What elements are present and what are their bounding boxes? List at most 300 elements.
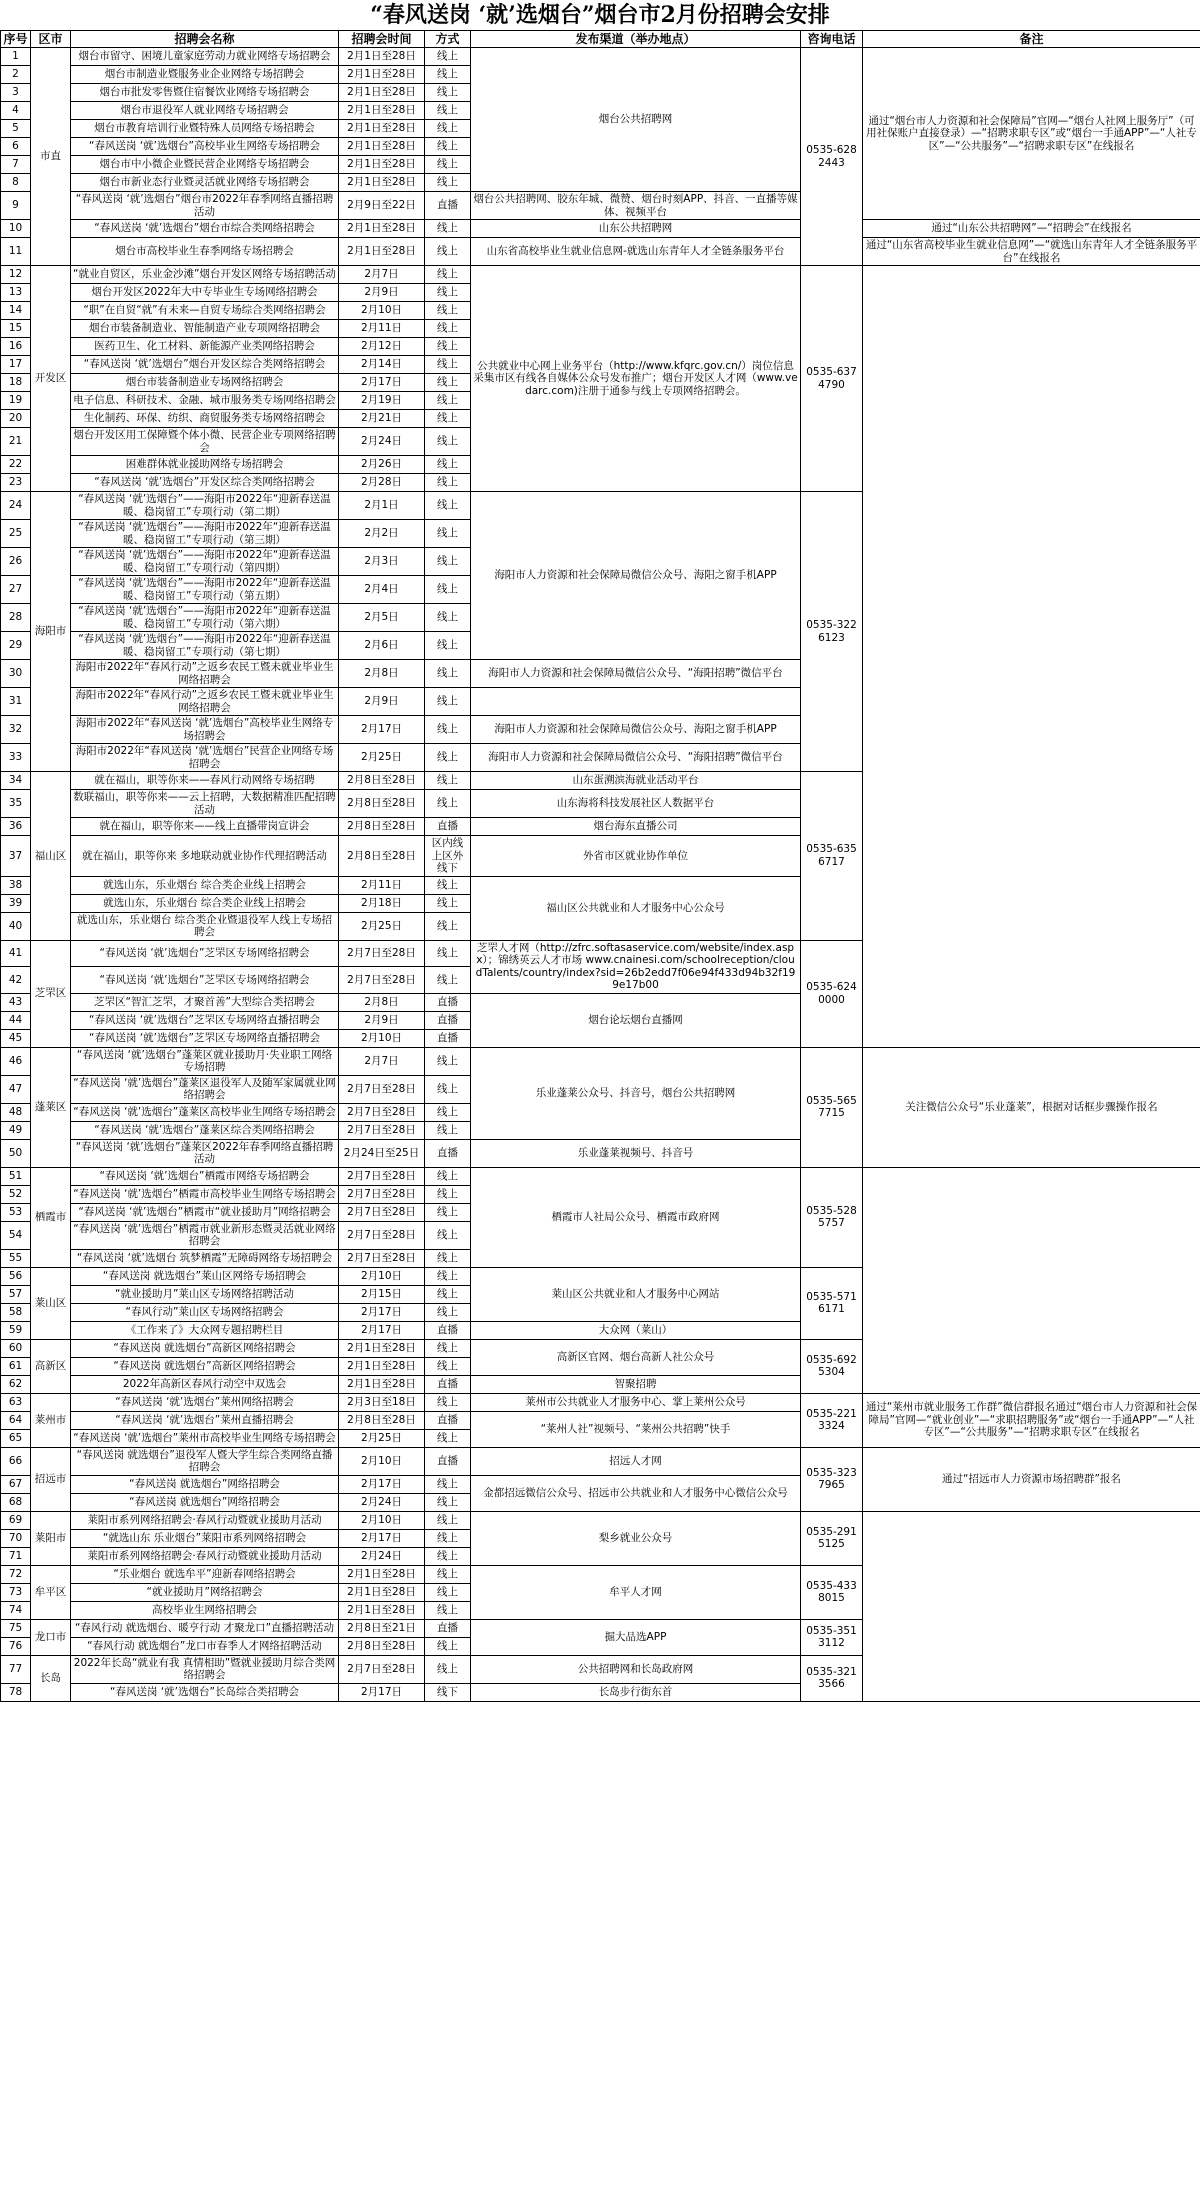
phone-cell: 0535-5657715 bbox=[801, 1047, 863, 1167]
fair-time: 2月9日 bbox=[339, 688, 425, 716]
fair-name: 烟台市制造业暨服务业企业网络专场招聘会 bbox=[71, 66, 339, 84]
fair-time: 2月8日至28日 bbox=[339, 1637, 425, 1655]
row-number: 12 bbox=[1, 266, 31, 284]
fair-time: 2月7日至28日 bbox=[339, 1121, 425, 1139]
fair-mode: 线上 bbox=[425, 66, 471, 84]
fair-name: 烟台市教育培训行业暨特殊人员网络专场招聘会 bbox=[71, 120, 339, 138]
phone-cell: 0535-3513112 bbox=[801, 1619, 863, 1655]
fair-mode: 线上 bbox=[425, 1121, 471, 1139]
fair-time: 2月10日 bbox=[339, 1267, 425, 1285]
row-number: 38 bbox=[1, 876, 31, 894]
fair-name: “春风送岗 ‘就’选烟台”芝罘区专场网络招聘会 bbox=[71, 940, 339, 967]
row-number: 62 bbox=[1, 1375, 31, 1393]
fair-name: “春风送岗 就选烟台”高新区网络招聘会 bbox=[71, 1357, 339, 1375]
row-number: 57 bbox=[1, 1285, 31, 1303]
fair-name: “春风送岗 ‘就’选烟台”长岛综合类招聘会 bbox=[71, 1683, 339, 1701]
table-row bbox=[1, 48, 1200, 66]
fair-time: 2月17日 bbox=[339, 1475, 425, 1493]
fair-mode: 线上 bbox=[425, 1529, 471, 1547]
row-number: 10 bbox=[1, 220, 31, 238]
fair-time: 2月9日 bbox=[339, 284, 425, 302]
fair-mode: 线上 bbox=[425, 1601, 471, 1619]
fair-name: “春风送岗 ‘就’选烟台”栖霞市“就业援助月”网络招聘会 bbox=[71, 1203, 339, 1221]
fair-time: 2月5日 bbox=[339, 604, 425, 632]
header-no: 序号 bbox=[1, 31, 31, 48]
notes-cell bbox=[863, 1167, 1200, 1393]
row-number: 44 bbox=[1, 1011, 31, 1029]
fair-time: 2月28日 bbox=[339, 474, 425, 492]
fair-name: 就选山东，乐业烟台 综合类企业线上招聘会 bbox=[71, 876, 339, 894]
fair-mode: 线上 bbox=[425, 392, 471, 410]
notes-cell: 通过“山东公共招聘网”—“招聘会”在线报名 bbox=[863, 220, 1200, 238]
fair-time: 2月3日 bbox=[339, 548, 425, 576]
fair-name: 海阳市2022年“春风送岗 ‘就’选烟台”民营企业网络专场招聘会 bbox=[71, 744, 339, 772]
row-number: 42 bbox=[1, 967, 31, 994]
phone-cell: 0535-2915125 bbox=[801, 1511, 863, 1565]
fair-name: 海阳市2022年“春风送岗 ‘就’选烟台”高校毕业生网络专场招聘会 bbox=[71, 716, 339, 744]
fair-mode: 线上 bbox=[425, 1493, 471, 1511]
fair-mode: 线上 bbox=[425, 428, 471, 456]
fair-time: 2月4日 bbox=[339, 576, 425, 604]
fair-time: 2月7日 bbox=[339, 266, 425, 284]
fair-name: 医药卫生、化工材料、新能源产业类网络招聘会 bbox=[71, 338, 339, 356]
fair-mode: 线上 bbox=[425, 1103, 471, 1121]
fair-name: “春风送岗 ‘就’选烟台”——海阳市2022年“迎新春送温暖、稳岗留工”专项行动（第三期） bbox=[71, 520, 339, 548]
row-number: 4 bbox=[1, 102, 31, 120]
row-number: 68 bbox=[1, 1493, 31, 1511]
fair-name: “春风送岗 ‘就’选烟台”蓬莱区就业援助月·失业职工网络专场招聘 bbox=[71, 1047, 339, 1075]
fair-time: 2月17日 bbox=[339, 1321, 425, 1339]
row-number: 22 bbox=[1, 456, 31, 474]
fair-name: 《工作来了》大众网专题招聘栏目 bbox=[71, 1321, 339, 1339]
row-number: 54 bbox=[1, 1221, 31, 1249]
channel-cell: “莱州人社”视频号、“莱州公共招聘”快手 bbox=[471, 1411, 801, 1447]
district-cell: 海阳市 bbox=[31, 492, 71, 772]
row-number: 41 bbox=[1, 940, 31, 967]
table-row bbox=[1, 1167, 1200, 1185]
district-cell: 福山区 bbox=[31, 772, 71, 941]
channel-cell: 烟台公共招聘网 bbox=[471, 48, 801, 192]
district-cell: 市直 bbox=[31, 48, 71, 266]
phone-cell: 0535-6282443 bbox=[801, 48, 863, 266]
row-number: 73 bbox=[1, 1583, 31, 1601]
fair-mode: 线上 bbox=[425, 338, 471, 356]
fair-name: “春风送岗 ‘就’选烟台”开发区综合类网络招聘会 bbox=[71, 474, 339, 492]
fair-mode: 线上 bbox=[425, 1303, 471, 1321]
fair-name: “春风送岗 ‘就’选烟台”烟台市2022年春季网络直播招聘活动 bbox=[71, 192, 339, 220]
table-row bbox=[1, 1393, 1200, 1411]
notes-cell bbox=[863, 1511, 1200, 1701]
table-row bbox=[1, 220, 1200, 238]
fair-time: 2月1日至28日 bbox=[339, 138, 425, 156]
fair-time: 2月17日 bbox=[339, 1303, 425, 1321]
channel-cell: 福山区公共就业和人才服务中心公众号 bbox=[471, 876, 801, 940]
fair-mode: 线上 bbox=[425, 1267, 471, 1285]
row-number: 37 bbox=[1, 836, 31, 877]
fair-mode: 线上 bbox=[425, 266, 471, 284]
fair-time: 2月9日至22日 bbox=[339, 192, 425, 220]
channel-cell: 智聚招聘 bbox=[471, 1375, 801, 1393]
fair-mode: 线上 bbox=[425, 894, 471, 912]
notes-cell: 通过“招远市人力资源市场招聘群”报名 bbox=[863, 1447, 1200, 1511]
district-cell: 莱阳市 bbox=[31, 1511, 71, 1565]
row-number: 20 bbox=[1, 410, 31, 428]
fair-time: 2月18日 bbox=[339, 894, 425, 912]
channel-cell: 金都招远微信公众号、招远市公共就业和人才服务中心微信公众号 bbox=[471, 1475, 801, 1511]
fair-time: 2月25日 bbox=[339, 744, 425, 772]
fair-time: 2月7日至28日 bbox=[339, 1103, 425, 1121]
fair-name: 莱阳市系列网络招聘会·春风行动暨就业援助月活动 bbox=[71, 1547, 339, 1565]
fair-name: “春风送岗 ‘就’选烟台”芝罘区专场网络直播招聘会 bbox=[71, 1029, 339, 1047]
fair-mode: 直播 bbox=[425, 818, 471, 836]
fair-mode: 线上 bbox=[425, 174, 471, 192]
fair-mode: 线上 bbox=[425, 102, 471, 120]
fair-name: “春风送岗 就选烟台”网络招聘会 bbox=[71, 1475, 339, 1493]
notes-cell bbox=[863, 266, 1200, 1048]
fair-mode: 线上 bbox=[425, 302, 471, 320]
district-cell: 牟平区 bbox=[31, 1565, 71, 1619]
district-cell: 蓬莱区 bbox=[31, 1047, 71, 1167]
fair-mode: 线上 bbox=[425, 1221, 471, 1249]
fair-name: “就业援助月”莱山区专场网络招聘活动 bbox=[71, 1285, 339, 1303]
row-number: 78 bbox=[1, 1683, 31, 1701]
row-number: 6 bbox=[1, 138, 31, 156]
channel-cell: 招远人才网 bbox=[471, 1447, 801, 1475]
channel-cell: 公共就业中心网上业务平台（http://www.kfqrc.gov.cn/）岗位信息采集市区有线各自媒体公众号发布推广；烟台开发区人才网（www.vedarc.com)注册于通参与线上专项网络招聘会。 bbox=[471, 266, 801, 492]
fair-mode: 线上 bbox=[425, 604, 471, 632]
row-number: 27 bbox=[1, 576, 31, 604]
row-number: 46 bbox=[1, 1047, 31, 1075]
fair-mode: 线上 bbox=[425, 238, 471, 266]
phone-cell: 0535-6925304 bbox=[801, 1339, 863, 1393]
phone-cell: 0535-5716171 bbox=[801, 1267, 863, 1339]
fair-mode: 线上 bbox=[425, 1075, 471, 1103]
channel-cell bbox=[471, 688, 801, 716]
fair-name: 烟台市退役军人就业网络专场招聘会 bbox=[71, 102, 339, 120]
fair-name: “春风送岗 ‘就’选烟台”莱州市高校毕业生网络专场招聘会 bbox=[71, 1429, 339, 1447]
fair-name: 烟台市中小微企业暨民营企业网络专场招聘会 bbox=[71, 156, 339, 174]
fair-time: 2月25日 bbox=[339, 1429, 425, 1447]
row-number: 63 bbox=[1, 1393, 31, 1411]
channel-cell: 海阳市人力资源和社会保障局微信公众号、海阳之窗手机APP bbox=[471, 492, 801, 660]
fair-time: 2月8日至28日 bbox=[339, 772, 425, 790]
row-number: 8 bbox=[1, 174, 31, 192]
fair-name: 芝罘区“智汇芝罘，才聚首善”大型综合类招聘会 bbox=[71, 993, 339, 1011]
channel-cell: 栖霞市人社局公众号、栖霞市政府网 bbox=[471, 1167, 801, 1267]
fair-name: 烟台市装备制造业、智能制造产业专项网络招聘会 bbox=[71, 320, 339, 338]
fair-name: 电子信息、科研技术、金融、城市服务类专场网络招聘会 bbox=[71, 392, 339, 410]
row-number: 25 bbox=[1, 520, 31, 548]
fair-mode: 线上 bbox=[425, 744, 471, 772]
row-number: 16 bbox=[1, 338, 31, 356]
fair-name: 就选山东，乐业烟台 综合类企业线上招聘会 bbox=[71, 894, 339, 912]
fair-mode: 线上 bbox=[425, 1393, 471, 1411]
fair-time: 2月1日至28日 bbox=[339, 174, 425, 192]
fair-mode: 线上 bbox=[425, 576, 471, 604]
fair-mode: 线上 bbox=[425, 1565, 471, 1583]
table-row bbox=[1, 1447, 1200, 1475]
row-number: 40 bbox=[1, 912, 31, 940]
fair-mode: 线上 bbox=[425, 716, 471, 744]
phone-cell: 0535-4338015 bbox=[801, 1565, 863, 1619]
fair-mode: 线上 bbox=[425, 772, 471, 790]
row-number: 36 bbox=[1, 818, 31, 836]
fair-mode: 直播 bbox=[425, 1029, 471, 1047]
fair-name: 海阳市2022年“春风行动”之返乡农民工暨未就业毕业生网络招聘会 bbox=[71, 688, 339, 716]
fair-time: 2月17日 bbox=[339, 1529, 425, 1547]
fair-time: 2月1日至28日 bbox=[339, 1565, 425, 1583]
district-cell: 莱州市 bbox=[31, 1393, 71, 1447]
channel-cell: 烟台论坛烟台直播网 bbox=[471, 993, 801, 1047]
district-cell: 龙口市 bbox=[31, 1619, 71, 1655]
row-number: 18 bbox=[1, 374, 31, 392]
fair-time: 2月6日 bbox=[339, 632, 425, 660]
fair-name: 烟台市高校毕业生春季网络专场招聘会 bbox=[71, 238, 339, 266]
fair-time: 2月1日至28日 bbox=[339, 84, 425, 102]
fair-mode: 线上 bbox=[425, 120, 471, 138]
fair-name: “春风送岗 ‘就’选烟台”——海阳市2022年“迎新春送温暖、稳岗留工”专项行动（第二期） bbox=[71, 492, 339, 520]
fair-name: “春风送岗 ‘就’选烟台”——海阳市2022年“迎新春送温暖、稳岗留工”专项行动（第六期） bbox=[71, 604, 339, 632]
fair-name: “乐业烟台 就选牟平”迎新春网络招聘会 bbox=[71, 1565, 339, 1583]
table-row bbox=[1, 238, 1200, 266]
fair-mode: 线上 bbox=[425, 1547, 471, 1565]
fair-mode: 直播 bbox=[425, 993, 471, 1011]
fair-time: 2月8日至28日 bbox=[339, 818, 425, 836]
fair-name: “春风送岗 ‘就’选烟台”芝罘区专场网络招聘会 bbox=[71, 967, 339, 994]
row-number: 33 bbox=[1, 744, 31, 772]
fair-time: 2月10日 bbox=[339, 1447, 425, 1475]
row-number: 67 bbox=[1, 1475, 31, 1493]
channel-cell: 烟台公共招聘网、胶东年城、微赞、烟台时刻APP、抖音、一直播等媒体、视频平台 bbox=[471, 192, 801, 220]
fair-name: “春风送岗 就选烟台”退役军人暨大学生综合类网络直播招聘会 bbox=[71, 1447, 339, 1475]
fair-mode: 线上 bbox=[425, 356, 471, 374]
fair-mode: 线上 bbox=[425, 548, 471, 576]
fair-time: 2月24日 bbox=[339, 1493, 425, 1511]
fair-name: “春风送岗 ‘就’选烟台”烟台开发区综合类网络招聘会 bbox=[71, 356, 339, 374]
fair-mode: 线上 bbox=[425, 1203, 471, 1221]
row-number: 52 bbox=[1, 1185, 31, 1203]
row-number: 17 bbox=[1, 356, 31, 374]
row-number: 60 bbox=[1, 1339, 31, 1357]
channel-cell: 公共招聘网和长岛政府网 bbox=[471, 1655, 801, 1683]
fair-mode: 线上 bbox=[425, 374, 471, 392]
notes-cell: 通过“莱州市就业服务工作群”微信群报名通过“烟台市人力资源和社会保障局”官网—“就业创业”—“求职招聘服务”或“烟台一手通APP”—“人社专区”—“公共服务”—“招聘求职专区”在线报名 bbox=[863, 1393, 1200, 1447]
fair-mode: 直播 bbox=[425, 1375, 471, 1393]
row-number: 45 bbox=[1, 1029, 31, 1047]
fair-time: 2月1日至28日 bbox=[339, 238, 425, 266]
row-number: 43 bbox=[1, 993, 31, 1011]
phone-cell: 0535-6240000 bbox=[801, 940, 863, 1047]
fair-mode: 线上 bbox=[425, 632, 471, 660]
row-number: 47 bbox=[1, 1075, 31, 1103]
page-title: “春风送岗 ‘就’选烟台”烟台市2月份招聘会安排 bbox=[370, 2, 830, 28]
row-number: 24 bbox=[1, 492, 31, 520]
fair-mode: 线上 bbox=[425, 410, 471, 428]
fair-time: 2月8日 bbox=[339, 660, 425, 688]
row-number: 30 bbox=[1, 660, 31, 688]
fair-time: 2月1日至28日 bbox=[339, 220, 425, 238]
channel-cell: 大众网（莱山） bbox=[471, 1321, 801, 1339]
fair-time: 2月7日至28日 bbox=[339, 1167, 425, 1185]
fair-time: 2月1日至28日 bbox=[339, 156, 425, 174]
schedule-table bbox=[0, 30, 1200, 1702]
fair-time: 2月24日至25日 bbox=[339, 1139, 425, 1167]
header-name: 招聘会名称 bbox=[71, 31, 339, 48]
fair-name: 高校毕业生网络招聘会 bbox=[71, 1601, 339, 1619]
fair-name: 困难群体就业援助网络专场招聘会 bbox=[71, 456, 339, 474]
notes-cell: 通过“烟台市人力资源和社会保障局”官网—“烟台人社网上服务厅”（可用社保账户直接登录）—“招聘求职专区”或“烟台一手通APP”—“人社专区”—“公共服务”—“招聘求职专区”在线报名 bbox=[863, 48, 1200, 220]
fair-name: “春风送岗 ‘就’选烟台 筑梦栖霞”无障碍网络专场招聘会 bbox=[71, 1249, 339, 1267]
fair-name: 就选山东，乐业烟台 综合类企业暨退役军人线上专场招聘会 bbox=[71, 912, 339, 940]
fair-mode: 线上 bbox=[425, 84, 471, 102]
fair-name: “春风送岗 就选烟台”网络招聘会 bbox=[71, 1493, 339, 1511]
fair-name: “职”在自贸“就”有未来—自贸专场综合类网络招聘会 bbox=[71, 302, 339, 320]
fair-mode: 线上 bbox=[425, 474, 471, 492]
phone-cell: 0535-2213324 bbox=[801, 1393, 863, 1447]
row-number: 35 bbox=[1, 790, 31, 818]
fair-mode: 线上 bbox=[425, 940, 471, 967]
fair-name: “春风行动 就选烟台、暖亨行动 才聚龙口”直播招聘活动 bbox=[71, 1619, 339, 1637]
fair-mode: 线上 bbox=[425, 156, 471, 174]
row-number: 14 bbox=[1, 302, 31, 320]
notes-cell: 通过“山东省高校毕业生就业信息网”—“就选山东青年人才全链条服务平台”在线报名 bbox=[863, 238, 1200, 266]
fair-name: “春风送岗 ‘就’选烟台”——海阳市2022年“迎新春送温暖、稳岗留工”专项行动（第四期） bbox=[71, 548, 339, 576]
fair-time: 2月8日至28日 bbox=[339, 790, 425, 818]
fair-mode: 线上 bbox=[425, 1357, 471, 1375]
fair-mode: 线上 bbox=[425, 1249, 471, 1267]
fair-time: 2月21日 bbox=[339, 410, 425, 428]
row-number: 51 bbox=[1, 1167, 31, 1185]
row-number: 65 bbox=[1, 1429, 31, 1447]
fair-time: 2月19日 bbox=[339, 392, 425, 410]
fair-mode: 线上 bbox=[425, 492, 471, 520]
fair-mode: 线上 bbox=[425, 1583, 471, 1601]
fair-name: 烟台开发区2022年大中专毕业生专场网络招聘会 bbox=[71, 284, 339, 302]
fair-time: 2月7日至28日 bbox=[339, 1203, 425, 1221]
fair-name: 烟台市新业态行业暨灵活就业网络专场招聘会 bbox=[71, 174, 339, 192]
row-number: 21 bbox=[1, 428, 31, 456]
fair-mode: 线上 bbox=[425, 1475, 471, 1493]
row-number: 66 bbox=[1, 1447, 31, 1475]
fair-name: 2022年高新区春风行动空中双选会 bbox=[71, 1375, 339, 1393]
notes-cell: 关注微信公众号“乐业蓬莱”，根据对话框步骤操作报名 bbox=[863, 1047, 1200, 1167]
row-number: 69 bbox=[1, 1511, 31, 1529]
fair-name: 海阳市2022年“春风行动”之返乡农民工暨未就业毕业生网络招聘会 bbox=[71, 660, 339, 688]
fair-name: “春风送岗 ‘就’选烟台”高校毕业生网络专场招聘会 bbox=[71, 138, 339, 156]
fair-time: 2月1日至28日 bbox=[339, 1601, 425, 1619]
district-cell: 高新区 bbox=[31, 1339, 71, 1393]
row-number: 15 bbox=[1, 320, 31, 338]
fair-name: “春风送岗 ‘就’选烟台”——海阳市2022年“迎新春送温暖、稳岗留工”专项行动（第七期） bbox=[71, 632, 339, 660]
header-time: 招聘会时间 bbox=[339, 31, 425, 48]
fair-mode: 线上 bbox=[425, 284, 471, 302]
fair-name: 2022年长岛“就业有我 真情相助”暨就业援助月综合类网络招聘会 bbox=[71, 1655, 339, 1683]
fair-time: 2月26日 bbox=[339, 456, 425, 474]
fair-time: 2月8日至28日 bbox=[339, 1411, 425, 1429]
fair-time: 2月7日至28日 bbox=[339, 940, 425, 967]
fair-mode: 线上 bbox=[425, 967, 471, 994]
fair-name: “春风送岗 ‘就’选烟台”栖霞市网络专场招聘会 bbox=[71, 1167, 339, 1185]
fair-name: “春风送岗 ‘就’选烟台”栖霞市高校毕业生网络专场招聘会 bbox=[71, 1185, 339, 1203]
district-cell: 长岛 bbox=[31, 1655, 71, 1701]
row-number: 76 bbox=[1, 1637, 31, 1655]
fair-name: 就在福山，职等你来——春风行动网络专场招聘 bbox=[71, 772, 339, 790]
channel-cell: 烟台海东直播公司 bbox=[471, 818, 801, 836]
fair-name: “春风送岗 ‘就’选烟台”蓬莱区综合类网络招聘会 bbox=[71, 1121, 339, 1139]
row-number: 7 bbox=[1, 156, 31, 174]
channel-cell: 梨乡就业公众号 bbox=[471, 1511, 801, 1565]
fair-time: 2月1日 bbox=[339, 492, 425, 520]
fair-name: “春风送岗 ‘就’选烟台”蓬莱区高校毕业生网络专场招聘会 bbox=[71, 1103, 339, 1121]
row-number: 48 bbox=[1, 1103, 31, 1121]
fair-name: “就选山东 乐业烟台”莱阳市系列网络招聘会 bbox=[71, 1529, 339, 1547]
row-number: 50 bbox=[1, 1139, 31, 1167]
fair-time: 2月8日至28日 bbox=[339, 836, 425, 877]
fair-name: 就在福山，职等你来——线上直播带岗宣讲会 bbox=[71, 818, 339, 836]
fair-time: 2月1日至28日 bbox=[339, 1339, 425, 1357]
phone-cell: 0535-5285757 bbox=[801, 1167, 863, 1267]
fair-name: 烟台开发区用工保障暨个体小微、民营企业专项网络招聘会 bbox=[71, 428, 339, 456]
channel-cell: 山东蛋溯滨海就业活动平台 bbox=[471, 772, 801, 790]
channel-cell: 掘大品选APP bbox=[471, 1619, 801, 1655]
fair-time: 2月12日 bbox=[339, 338, 425, 356]
row-number: 31 bbox=[1, 688, 31, 716]
row-number: 70 bbox=[1, 1529, 31, 1547]
row-number: 3 bbox=[1, 84, 31, 102]
channel-cell: 芝罘人才网（http://zfrc.softasaservice.com/website/index.aspx）；锦绣英云人才市场 www.cnainesi.com/schoolreception/cloudTalents/country/index?sid=26b2edd7f06e94f433d94b32f199e17b00 bbox=[471, 940, 801, 993]
fair-time: 2月9日 bbox=[339, 1011, 425, 1029]
row-number: 26 bbox=[1, 548, 31, 576]
district-cell: 芝罘区 bbox=[31, 940, 71, 1047]
phone-cell: 0535-3213566 bbox=[801, 1655, 863, 1701]
fair-name: 就在福山，职等你来 多地联动就业协作代理招聘活动 bbox=[71, 836, 339, 877]
fair-time: 2月17日 bbox=[339, 716, 425, 744]
fair-mode: 线上 bbox=[425, 1637, 471, 1655]
fair-mode: 线下 bbox=[425, 1683, 471, 1701]
row-number: 75 bbox=[1, 1619, 31, 1637]
row-number: 19 bbox=[1, 392, 31, 410]
row-number: 71 bbox=[1, 1547, 31, 1565]
fair-mode: 线上 bbox=[425, 1167, 471, 1185]
header-phone: 咨询电话 bbox=[801, 31, 863, 48]
row-number: 56 bbox=[1, 1267, 31, 1285]
fair-time: 2月1日至28日 bbox=[339, 48, 425, 66]
channel-cell: 乐业蓬莱视频号、抖音号 bbox=[471, 1139, 801, 1167]
channel-cell: 牟平人才网 bbox=[471, 1565, 801, 1619]
fair-time: 2月7日至28日 bbox=[339, 967, 425, 994]
fair-mode: 线上 bbox=[425, 456, 471, 474]
row-number: 32 bbox=[1, 716, 31, 744]
table-body bbox=[1, 48, 1200, 1702]
fair-name: “春风送岗 ‘就’选烟台”烟台市综合类网络招聘会 bbox=[71, 220, 339, 238]
fair-mode: 线上 bbox=[425, 1339, 471, 1357]
table-row bbox=[1, 1047, 1200, 1075]
fair-time: 2月7日至28日 bbox=[339, 1185, 425, 1203]
row-number: 11 bbox=[1, 238, 31, 266]
fair-mode: 直播 bbox=[425, 1447, 471, 1475]
row-number: 34 bbox=[1, 772, 31, 790]
fair-name: “春风送岗 ‘就’选烟台”芝罘区专场网络直播招聘会 bbox=[71, 1011, 339, 1029]
fair-name: 数联福山，职等你来——云上招聘，大数据精准匹配招聘活动 bbox=[71, 790, 339, 818]
fair-time: 2月7日至28日 bbox=[339, 1075, 425, 1103]
row-number: 9 bbox=[1, 192, 31, 220]
fair-time: 2月10日 bbox=[339, 302, 425, 320]
fair-time: 2月7日至28日 bbox=[339, 1249, 425, 1267]
row-number: 28 bbox=[1, 604, 31, 632]
fair-name: 莱阳市系列网络招聘会·春风行动暨就业援助月活动 bbox=[71, 1511, 339, 1529]
fair-time: 2月11日 bbox=[339, 320, 425, 338]
row-number: 23 bbox=[1, 474, 31, 492]
